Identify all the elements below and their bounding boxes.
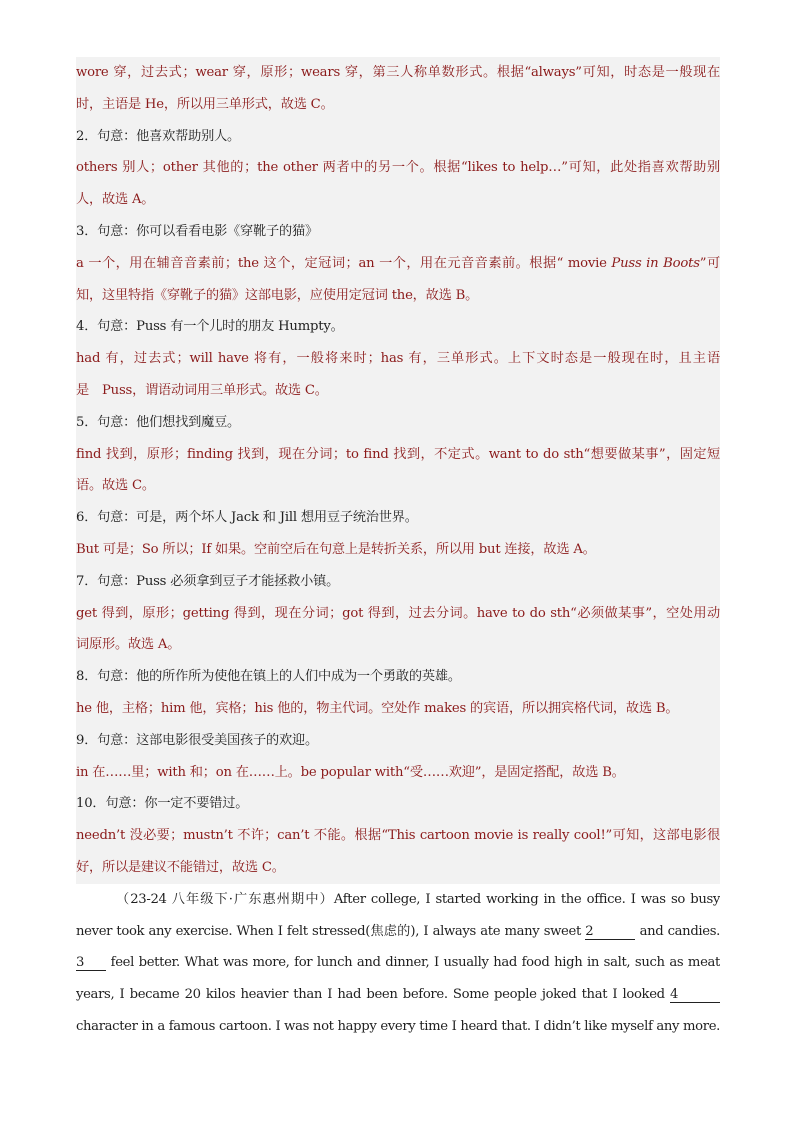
question-meaning-line: 6．句意：可是，两个坏人 Jack 和 Jill 想用豆子统治世界。 — [76, 502, 720, 534]
explanation-line: 是 Puss，谓语动词用三单形式。故选 C。 — [76, 375, 720, 407]
passage-text: never took any exercise. When I felt stressed(焦虑的), I always ate many sweet — [76, 923, 586, 939]
passage-line-5 — [76, 1011, 720, 1043]
passage-text: feel better. What was more, for lunch and dinner, I usually had food high in salt, such as meat — [110, 955, 720, 971]
movie-title: Puss in Boots — [611, 255, 700, 271]
page-content — [76, 57, 720, 1043]
passage-line-4 — [76, 979, 720, 1011]
explanation-line: 词原形。故选 A。 — [76, 629, 720, 661]
passage-line-2 — [76, 916, 720, 948]
cloze-passage — [76, 884, 720, 1043]
explanation-line: 人，故选 A。 — [76, 184, 720, 216]
explanation-text: ”可 — [699, 255, 720, 271]
passage-line-3 — [76, 947, 720, 979]
question-meaning-line: 9．句意：这部电影很受美国孩子的欢迎。 — [76, 725, 720, 757]
explanation-line: he 他，主格；him 他，宾格；his 他的，物主代词。空处作 makes 的宾语，所以拥宾格代词，故选 B。 — [76, 693, 720, 725]
passage-text: and candies. — [639, 923, 720, 939]
explanation-line: 知，这里特指《穿靴子的猫》这部电影，应使用定冠词 the，故选 B。 — [76, 280, 720, 312]
question-meaning-line: 4．句意：Puss 有一个儿时的朋友 Humpty。 — [76, 311, 720, 343]
explanation-line — [76, 248, 720, 280]
passage-text: （23-24 八年级下·广东惠州期中）After college, I started working in the office. I was so busy — [116, 891, 720, 907]
explanation-line: had 有，过去式；will have 将有，一般将来时；has 有，三单形式。上下文时态是一般现在时，且主语 — [76, 343, 720, 375]
passage-text: years, I became 20 kilos heavier than I had been before. Some people joked that I looked — [76, 987, 670, 1003]
question-meaning-line: 10．句意：你一定不要错过。 — [76, 788, 720, 820]
question-meaning-line: 8．句意：他的所作所为使他在镇上的人们中成为一个勇敢的英雄。 — [76, 661, 720, 693]
blank-4[interactable]: 4 — [670, 987, 720, 1003]
question-meaning-line: 2．句意：他喜欢帮助别人。 — [76, 121, 720, 153]
explanation-line: get 得到，原形；getting 得到，现在分词；got 得到，过去分词。have to do sth“必须做某事”，空处用动 — [76, 598, 720, 630]
explanation-line: find 找到，原形；finding 找到，现在分词；to find 找到，不定式。want to do sth“想要做某事”，固定短 — [76, 439, 720, 471]
explanation-text: a 一个，用在辅音音素前；the 这个，定冠词；an 一个，用在元音音素前。根据“ movie — [76, 255, 612, 271]
explanation-line: But 可是；So 所以；If 如果。空前空后在句意上是转折关系，所以用 but 连接，故选 A。 — [76, 534, 720, 566]
question-meaning-line: 5．句意：他们想找到魔豆。 — [76, 407, 720, 439]
question-meaning-line: 3．句意：你可以看看电影《穿靴子的猫》 — [76, 216, 720, 248]
explanation-line: wore 穿，过去式；wear 穿，原形；wears 穿，第三人称单数形式。根据“always”可知，时态是一般现在 — [76, 57, 720, 89]
answer-explanations — [76, 57, 720, 884]
blank-3[interactable]: 3 — [76, 955, 106, 971]
explanation-line: 时，主语是 He，所以用三单形式，故选 C。 — [76, 89, 720, 121]
passage-line-1 — [76, 884, 720, 916]
explanation-line: 语。故选 C。 — [76, 470, 720, 502]
passage-text: character in a famous cartoon. I was not happy every time I heard that. I didn’t like myself any more. — [76, 1018, 720, 1034]
explanation-line: 好，所以是建议不能错过，故选 C。 — [76, 852, 720, 884]
question-meaning-line: 7．句意：Puss 必须拿到豆子才能拯救小镇。 — [76, 566, 720, 598]
blank-2[interactable]: 2 — [585, 924, 635, 940]
explanation-line: needn’t 没必要；mustn’t 不许；can’t 不能。根据“This cartoon movie is really cool!”可知，这部电影很 — [76, 820, 720, 852]
explanation-line: in 在……里；with 和；on 在……上。be popular with“受……欢迎”，是固定搭配，故选 B。 — [76, 757, 720, 789]
explanation-line: others 别人；other 其他的；the other 两者中的另一个。根据“likes to help…”可知，此处指喜欢帮助别 — [76, 152, 720, 184]
